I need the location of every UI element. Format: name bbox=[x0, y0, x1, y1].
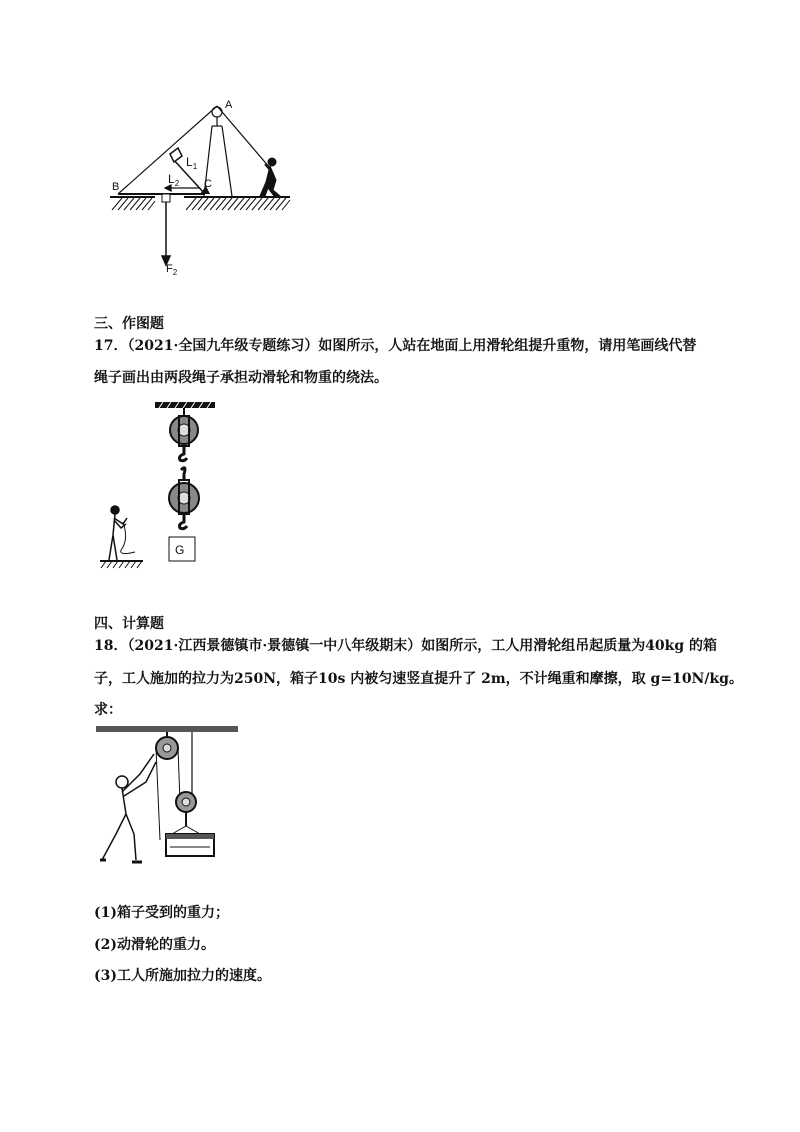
pulley-diagram-q18 bbox=[92, 722, 242, 872]
label-l2: $L_2$ bbox=[168, 172, 180, 188]
movable-pulley-q18 bbox=[172, 792, 200, 834]
label-f2: $F_2$ bbox=[166, 263, 178, 277]
person-figure bbox=[260, 158, 280, 196]
q17-line1 bbox=[94, 336, 696, 356]
q18-line2: 子，工人施加的拉力为250N，箱子10s 内被匀速竖直提升了 2m，不计绳重和摩擦，取 g=10N/kg。 bbox=[94, 671, 743, 687]
lever-diagram-svg bbox=[100, 90, 310, 280]
label-l1: $L_1$ bbox=[186, 155, 198, 171]
q18-line1 bbox=[94, 636, 717, 656]
label-b: B bbox=[112, 181, 120, 193]
pulley-diagram-q17 bbox=[95, 400, 225, 575]
section4-heading: 四、计算题 bbox=[94, 616, 164, 632]
rope-a-person bbox=[217, 106, 270, 168]
q17-line2: 绳子画出由两段绳子承担动滑轮和物重的绕法。 bbox=[94, 370, 388, 386]
weight-label: G bbox=[175, 543, 185, 557]
label-c: C bbox=[204, 178, 212, 190]
q18-item-1: (1)箱子受到的重力； bbox=[94, 905, 229, 921]
label-a: A bbox=[225, 99, 233, 111]
rope-1 bbox=[156, 748, 160, 840]
ground-right bbox=[184, 197, 290, 210]
q18-item-3: (3)工人所施加拉力的速度。 bbox=[94, 968, 271, 984]
lever-diagram bbox=[100, 90, 310, 280]
q18-text-1: （2021·江西景德镇市·景德镇一中八年级期末）如图所示，工人用滑轮组吊起质量为40kg 的箱 bbox=[127, 638, 718, 654]
force-f2-arrow bbox=[162, 194, 170, 265]
fixed-pulley bbox=[170, 408, 198, 461]
pulley-diagram-q17-svg bbox=[95, 400, 225, 575]
movable-pulley bbox=[169, 468, 199, 529]
q18-item-2: (2)动滑轮的重力。 bbox=[94, 937, 215, 953]
q17-number: 17． bbox=[94, 338, 128, 354]
q18-number: 18． bbox=[94, 638, 128, 654]
ceiling bbox=[155, 402, 215, 408]
worker-figure bbox=[100, 754, 156, 862]
pulley-diagram-q18-svg bbox=[92, 722, 242, 872]
ceiling-beam bbox=[96, 726, 238, 732]
q17-text-1: （2021·全国九年级专题练习）如图所示，人站在地面上用滑轮组提升重物，请用笔画线代替 bbox=[127, 338, 697, 354]
person-figure-q17 bbox=[109, 506, 135, 560]
crate bbox=[166, 834, 214, 856]
section3-heading: 三、作图题 bbox=[94, 316, 164, 332]
ground-left bbox=[110, 197, 155, 210]
person-ground bbox=[100, 561, 143, 568]
fixed-pulley-q18 bbox=[156, 732, 178, 759]
q18-line3: 求： bbox=[94, 702, 122, 718]
